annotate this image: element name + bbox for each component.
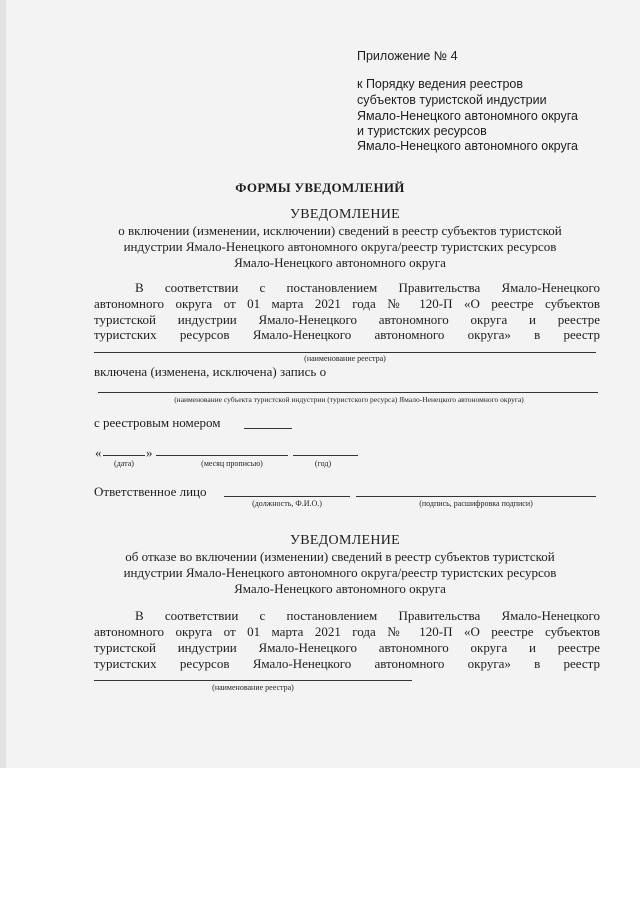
notice2-paragraph-line-4: туристских ресурсов Ямало-Ненецкого автономного округа» в реестр [94, 656, 600, 671]
notice1-paragraph-line-4: туристских ресурсов Ямало-Ненецкого автономного округа» в реестр [94, 327, 600, 342]
included-record-text: включена (изменена, исключена) запись о [94, 364, 327, 379]
notice1-paragraph-line-3: туристской индустрии Ямало-Ненецкого автономного округа и реестре [94, 312, 600, 327]
registry-name-line[interactable] [94, 352, 596, 353]
day-line[interactable] [103, 455, 145, 456]
signature-line[interactable] [356, 496, 596, 497]
day-caption: (дата) [114, 459, 134, 468]
appendix-line-1: к Порядку ведения реестров [357, 77, 524, 91]
page-heading: ФОРМЫ УВЕДОМЛЕНИЙ [235, 180, 405, 195]
notice1-paragraph-line-1: В соответствии с постановлением Правительства Ямало-Ненецкого [135, 280, 600, 295]
notice2-subtitle-1: об отказе во включении (изменении) сведений в реестр субъектов туристской [125, 549, 555, 564]
month-caption: (месяц прописью) [201, 459, 263, 468]
notice2-title: УВЕДОМЛЕНИЕ [289, 533, 401, 548]
registry-number-label: с реестровым номером [94, 415, 221, 430]
signature-caption: (подпись, расшифровка подписи) [419, 499, 533, 508]
responsible-person-label: Ответственное лицо [94, 484, 207, 499]
notice1-subtitle-1: о включении (изменении, исключении) сведений в реестр субъектов туристской [118, 223, 562, 238]
notice2-registry-name-line[interactable] [94, 680, 412, 681]
month-line[interactable] [156, 455, 288, 456]
position-name-caption: (должность, Ф.И.О.) [252, 499, 322, 508]
notice2-subtitle-2: индустрии Ямало-Ненецкого автономного округа/реестр туристских ресурсов [123, 565, 557, 580]
notice2-paragraph-line-2: автономного округа от 01 марта 2021 года № 120-П «О реестре субъектов [94, 624, 600, 639]
notice1-paragraph-line-2: автономного округа от 01 марта 2021 года № 120-П «О реестре субъектов [94, 296, 600, 311]
notice1-subtitle-3: Ямало-Ненецкого автономного округа [234, 255, 446, 270]
position-name-line[interactable] [224, 496, 350, 497]
notice1-subtitle-2: индустрии Ямало-Ненецкого автономного округа/реестр туристских ресурсов [123, 239, 557, 254]
appendix-line-3: Ямало-Ненецкого автономного округа [357, 109, 578, 123]
notice1-title: УВЕДОМЛЕНИЕ [289, 207, 401, 222]
appendix-line-4: и туристских ресурсов [357, 124, 487, 138]
year-caption: (год) [314, 459, 332, 468]
scan-edge-shadow [0, 0, 6, 768]
registry-name-caption: (наименование реестра) [304, 354, 386, 363]
registry-number-line[interactable] [244, 428, 292, 429]
notice2-paragraph-line-1: В соответствии с постановлением Правительства Ямало-Ненецкого [135, 608, 600, 623]
appendix-line-2: субъектов туристской индустрии [357, 93, 547, 107]
appendix-line-5: Ямало-Ненецкого автономного округа [357, 139, 578, 153]
notice2-paragraph-line-3: туристской индустрии Ямало-Ненецкого автономного округа и реестре [94, 640, 600, 655]
notice2-subtitle-3: Ямало-Ненецкого автономного округа [234, 581, 446, 596]
date-open-quote: « [95, 445, 102, 460]
appendix-title: Приложение № 4 [357, 49, 458, 63]
subject-name-caption: (наименование субъекта туристской индустрии (туристского ресурса) Ямало-Ненецкого автономного округа) [174, 395, 524, 404]
subject-name-line[interactable] [98, 392, 598, 393]
notice2-registry-name-caption: (наименование реестра) [212, 683, 294, 692]
year-line[interactable] [293, 455, 358, 456]
date-close-quote: » [146, 445, 153, 460]
